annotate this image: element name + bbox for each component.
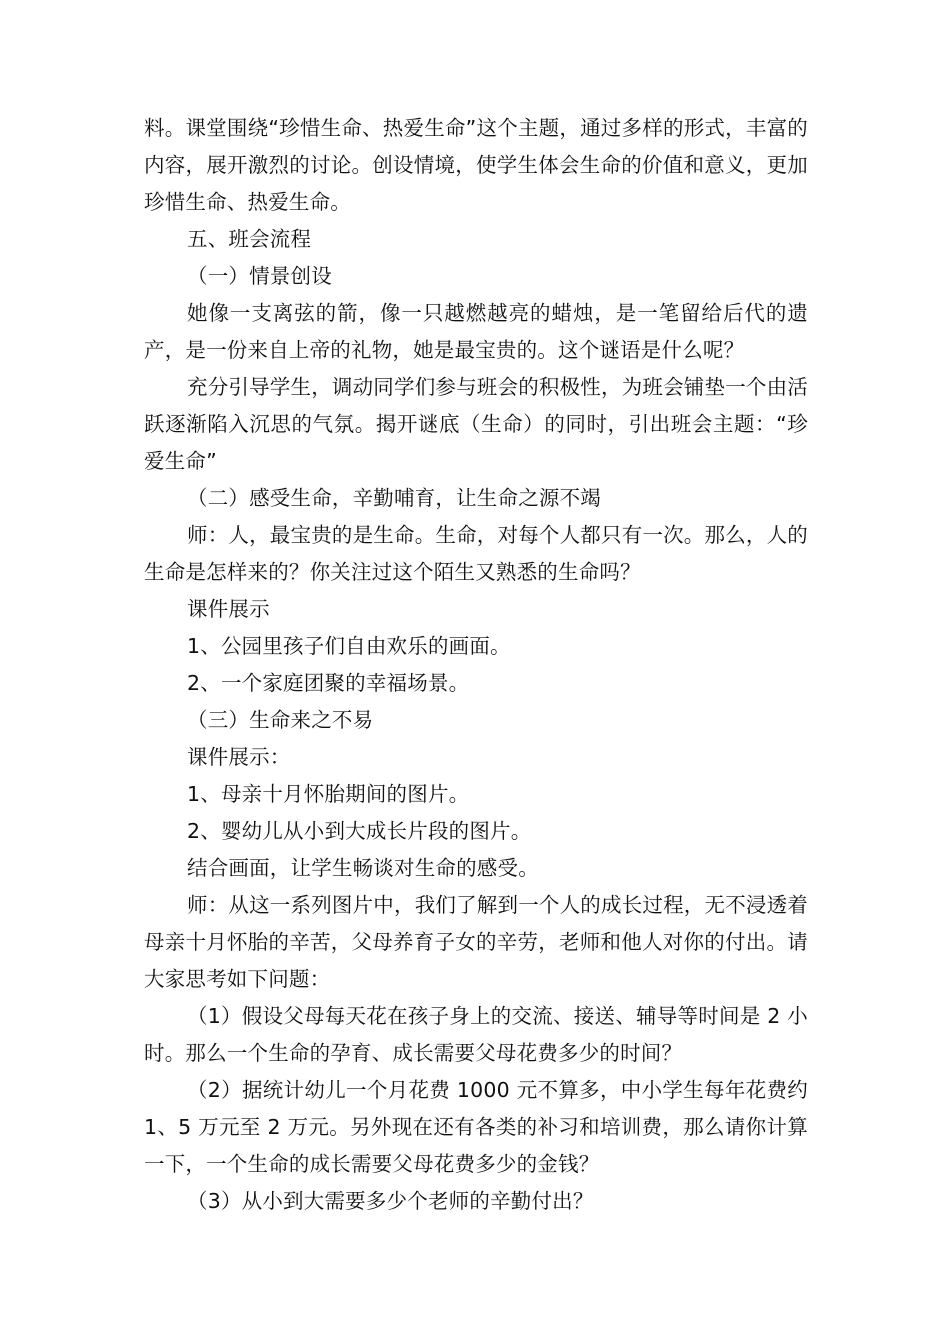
subsection-heading: （二）感受生命，辛勤哺育，让生命之源不竭 bbox=[187, 486, 601, 510]
paragraph: 她像一支离弦的箭，像一只越燃越亮的蜡烛，是一笔留给后代的遗产，是一份来自上帝的礼物，她是最宝贵的。这个谜语是什么呢？ bbox=[144, 301, 808, 362]
section-heading: 五、班会流程 bbox=[187, 227, 312, 251]
question-item: （2）据统计幼儿一个月花费 1000 元不算多，中小学生每年花费约 1、5 万元至 2 万元。另外现在还有各类的补习和培训费，那么请你计算一下，一个生命的成长需要父母花费多少的金钱？ bbox=[144, 1078, 808, 1176]
list-item: 2、婴幼儿从小到大成长片段的图片。 bbox=[187, 819, 532, 843]
paragraph: 充分引导学生，调动同学们参与班会的积极性，为班会铺垫一个由活跃逐渐陷入沉思的气氛。揭开谜底（生命）的同时，引出班会主题：“珍爱生命” bbox=[144, 375, 808, 473]
list-item: 1、公园里孩子们自由欢乐的画面。 bbox=[187, 634, 511, 658]
question-item: （1）假设父母每天花在孩子身上的交流、接送、辅导等时间是 2 小时。那么一个生命的孕育、成长需要父母花费多少的时间？ bbox=[144, 1004, 808, 1065]
paragraph: 师：人，最宝贵的是生命。生命，对每个人都只有一次。那么，人的生命是怎样来的？你关注过这个陌生又熟悉的生命吗？ bbox=[144, 523, 808, 584]
list-item: 2、一个家庭团聚的幸福场景。 bbox=[187, 671, 470, 695]
subsection-heading: （一）情景创设 bbox=[187, 264, 332, 288]
list-item: 1、母亲十月怀胎期间的图片。 bbox=[187, 782, 470, 806]
document-body bbox=[144, 110, 808, 1220]
paragraph: 师：从这一系列图片中，我们了解到一个人的成长过程，无不浸透着母亲十月怀胎的辛苦，父母养育子女的辛劳，老师和他人对你的付出。请大家思考如下问题： bbox=[144, 893, 808, 991]
question-item: （3）从小到大需要多少个老师的辛勤付出？ bbox=[187, 1189, 594, 1213]
subsection-heading: （三）生命来之不易 bbox=[187, 708, 374, 732]
paragraph: 课件展示 bbox=[187, 597, 270, 621]
paragraph: 课件展示： bbox=[187, 745, 291, 769]
paragraph: 料。课堂围绕“珍惜生命、热爱生命”这个主题，通过多样的形式，丰富的内容，展开激烈的讨论。创设情境，使学生体会生命的价值和意义，更加珍惜生命、热爱生命。 bbox=[144, 116, 808, 214]
paragraph: 结合画面，让学生畅谈对生命的感受。 bbox=[187, 856, 539, 880]
